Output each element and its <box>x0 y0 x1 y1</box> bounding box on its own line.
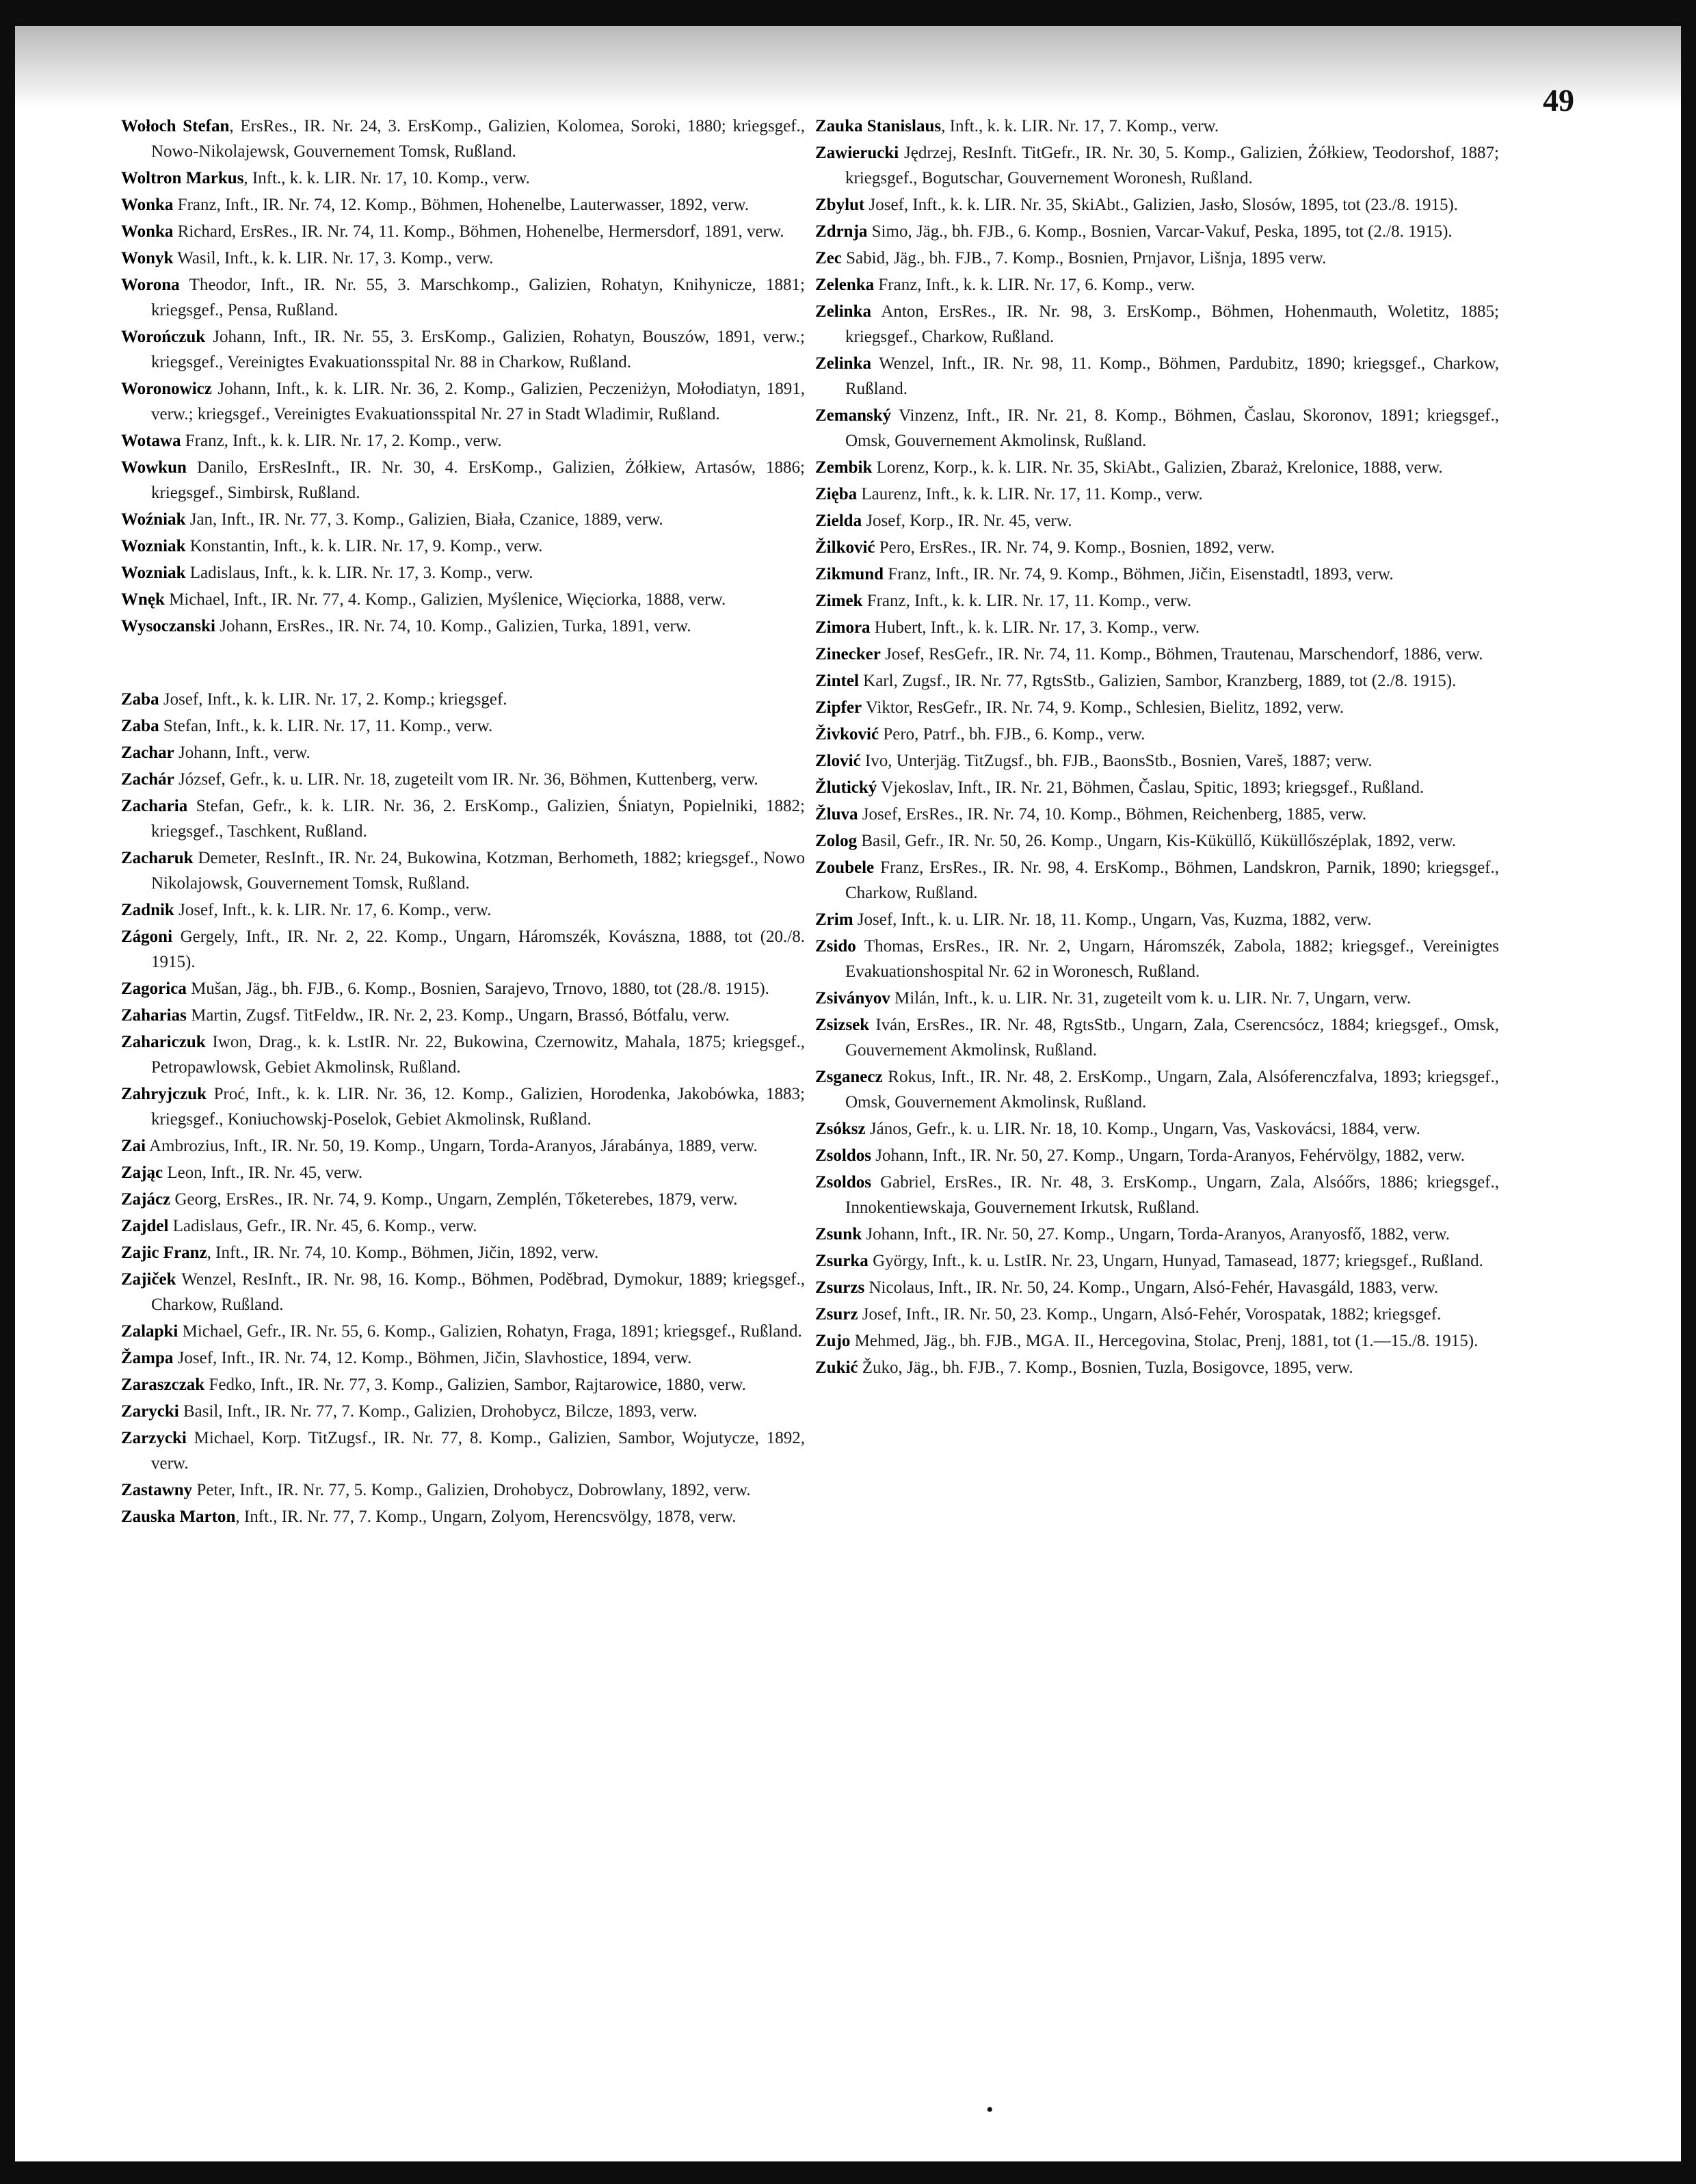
entry-surname: Zając <box>121 1163 163 1182</box>
entry-surname: Zsganecz <box>815 1068 883 1086</box>
entry-details: Johann, Inft., verw. <box>174 744 310 762</box>
entry-details: Franz, Inft., k. k. LIR. Nr. 17, 6. Komp., verw. <box>874 276 1195 294</box>
entry-details: Franz, ErsRes., IR. Nr. 98, 4. ErsKomp., Böhmen, Landskron, Parnik, 1890; kriegsgef., Charkow, Rußland. <box>845 858 1499 902</box>
list-entry <box>121 272 805 323</box>
entry-surname: Zarycki <box>121 1402 179 1421</box>
entry-details: Johann, ErsRes., IR. Nr. 74, 10. Komp., Galizien, Turka, 1891, verw. <box>215 617 691 635</box>
list-entry <box>121 1504 805 1529</box>
list-entry <box>815 1143 1499 1168</box>
entry-surname: Zbylut <box>815 196 865 214</box>
list-entry <box>815 562 1499 587</box>
list-entry <box>121 1003 805 1028</box>
entry-details: Rokus, Inft., IR. Nr. 48, 2. ErsKomp., Ungarn, Zala, Alsóferenczfalva, 1893; kriegsgef., Omsk, Gouvernement Akmolinsk, Rußland. <box>845 1068 1499 1111</box>
entry-surname: Zukić <box>815 1358 858 1377</box>
entry-details: Ambrozius, Inft., IR. Nr. 50, 19. Komp., Ungarn, Torda-Aranyos, Járabánya, 1889, verw. <box>146 1137 758 1155</box>
entry-surname: Zaraszczak <box>121 1376 205 1394</box>
entry-surname: Zsoldos <box>815 1146 871 1165</box>
page-number: 49 <box>1543 83 1574 118</box>
entry-details: Vinzenz, Inft., IR. Nr. 21, 8. Komp., Böhmen, Časlau, Skoronov, 1891; kriegsgef., Omsk, Gouvernement Akmolinsk, Rußland. <box>845 406 1499 450</box>
list-entry <box>121 687 805 712</box>
entry-surname: Zadnik <box>121 901 174 919</box>
entry-surname: Zaba <box>121 690 159 709</box>
entry-surname: Zalapki <box>121 1322 178 1341</box>
entry-details: Josef, Inft., IR. Nr. 74, 12. Komp., Böhmen, Jičin, Slavhostice, 1894, verw. <box>173 1349 692 1367</box>
list-entry <box>815 615 1499 640</box>
list-entry <box>815 1116 1499 1142</box>
list-entry <box>121 219 805 244</box>
entry-details: Karl, Zugsf., IR. Nr. 77, RgtsStb., Galizien, Sambor, Kranzberg, 1889, tot (2./8. 1915). <box>858 672 1457 690</box>
entry-details: Danilo, ErsResInft., IR. Nr. 30, 4. ErsKomp., Galizien, Żółkiew, Artasów, 1886; kriegsgef., Simbirsk, Rußland. <box>151 458 805 502</box>
entry-details: Viktor, ResGefr., IR. Nr. 74, 9. Komp., Schlesien, Bielitz, 1892, verw. <box>862 698 1344 717</box>
entry-surname: Zipfer <box>815 698 862 717</box>
list-entry <box>121 246 805 271</box>
list-entry <box>815 508 1499 534</box>
list-entry <box>121 1399 805 1424</box>
list-entry <box>121 1160 805 1185</box>
list-entry <box>815 722 1499 747</box>
entry-surname: Woźniak <box>121 510 186 529</box>
list-entry <box>121 114 805 164</box>
entry-details: János, Gefr., k. u. LIR. Nr. 18, 10. Komp., Ungarn, Vas, Vaskovácsi, 1884, verw. <box>865 1120 1420 1138</box>
entry-surname: Wonyk <box>121 249 174 267</box>
entry-details: József, Gefr., k. u. LIR. Nr. 18, zugeteilt vom IR. Nr. 36, Böhmen, Kuttenberg, verw. <box>174 770 758 789</box>
entry-surname: Zembik <box>815 458 873 477</box>
list-entry <box>121 1345 805 1371</box>
list-entry <box>121 1425 805 1476</box>
scan-shadow <box>15 26 1681 108</box>
entry-details: Josef, Inft., k. k. LIR. Nr. 17, 6. Komp., verw. <box>174 901 492 919</box>
entry-details: Iván, ErsRes., IR. Nr. 48, RgtsStb., Ungarn, Zala, Cserencsócz, 1884; kriegsgef., Omsk, Gouvernement Akmolinsk, Rußland. <box>845 1016 1499 1060</box>
entry-details: Basil, Inft., IR. Nr. 77, 7. Komp., Galizien, Drohobycz, Bilcze, 1893, verw. <box>178 1402 698 1421</box>
list-entry <box>815 114 1499 139</box>
entry-details: Johann, Inft., IR. Nr. 50, 27. Komp., Ungarn, Torda-Aranyos, Aranyosfő, 1882, verw. <box>862 1225 1450 1244</box>
entry-details: Gergely, Inft., IR. Nr. 2, 22. Komp., Ungarn, Háromszék, Kovászna, 1888, tot (20./8. 1915). <box>151 927 805 971</box>
entry-surname: Zajdel <box>121 1217 169 1235</box>
list-entry <box>121 376 805 427</box>
entry-surname: Zsurz <box>815 1305 858 1324</box>
entry-surname: Zrim <box>815 910 853 929</box>
entry-details: Laurenz, Inft., k. k. LIR. Nr. 17, 11. Komp., verw. <box>857 485 1203 503</box>
entry-details: Michael, Inft., IR. Nr. 77, 4. Komp., Galizien, Myślenice, Więciorka, 1888, verw. <box>164 590 726 609</box>
entry-details: Richard, ErsRes., IR. Nr. 74, 11. Komp., Böhmen, Hohenelbe, Hermersdorf, 1891, verw. <box>173 222 784 241</box>
entry-details: Žuko, Jäg., bh. FJB., 7. Komp., Bosnien, Tuzla, Bosigovce, 1895, verw. <box>858 1358 1353 1377</box>
entry-surname: Zimek <box>815 592 863 610</box>
list-entry <box>815 1222 1499 1247</box>
list-entry <box>815 192 1499 218</box>
entry-surname: Zsurka <box>815 1252 869 1270</box>
entry-details: Milán, Inft., k. u. LIR. Nr. 31, zugeteilt vom k. u. LIR. Nr. 7, Ungarn, verw. <box>890 989 1412 1008</box>
entry-details: Konstantin, Inft., k. k. LIR. Nr. 17, 9. Komp., verw. <box>185 537 543 555</box>
entry-surname: Žilković <box>815 538 875 557</box>
entry-surname: Zsurzs <box>815 1278 865 1297</box>
entry-surname: Zauska Marton <box>121 1508 236 1526</box>
left-entries-z <box>121 687 805 1529</box>
entry-details: Wenzel, ResInft., IR. Nr. 98, 16. Komp., Böhmen, Poděbrad, Dymokur, 1889; kriegsgef., Charkow, Rußland. <box>151 1270 805 1314</box>
list-entry <box>815 1275 1499 1300</box>
list-entry <box>815 828 1499 854</box>
entry-details: Johann, Inft., k. k. LIR. Nr. 36, 2. Komp., Galizien, Peczeniżyn, Mołodiatyn, 1891, verw.; kriegsgef., Vereinigtes Evakuationsspital Nr. 27 in Stadt Wladimir, Rußland. <box>151 380 805 423</box>
entry-details: Josef, ErsRes., IR. Nr. 74, 10. Komp., Böhmen, Reichenberg, 1885, verw. <box>858 805 1367 824</box>
entry-surname: Zinecker <box>815 645 881 663</box>
entry-details: Johann, Inft., IR. Nr. 55, 3. ErsKomp., Galizien, Rohatyn, Bouszów, 1891, verw.; kriegsgef., Vereinigtes Evakuationsspital Nr. 88 in Charkow, Rußland. <box>151 328 805 371</box>
entry-details: , Inft., IR. Nr. 77, 7. Komp., Ungarn, Zolyom, Herencsvölgy, 1878, verw. <box>235 1508 737 1526</box>
list-entry <box>815 588 1499 614</box>
list-entry <box>121 534 805 559</box>
entry-surname: Zsunk <box>815 1225 862 1244</box>
list-entry <box>815 299 1499 350</box>
list-entry <box>815 140 1499 191</box>
entry-details: Ladislaus, Gefr., IR. Nr. 45, 6. Komp., verw. <box>168 1217 477 1235</box>
entry-surname: Zarzycki <box>121 1429 187 1447</box>
list-entry <box>815 1355 1499 1380</box>
entry-surname: Zsóksz <box>815 1120 866 1138</box>
entry-surname: Zintel <box>815 672 859 690</box>
entry-surname: Wozniak <box>121 564 186 582</box>
list-entry <box>121 614 805 639</box>
entry-details: Michael, Korp. TitZugsf., IR. Nr. 77, 8. Komp., Galizien, Sambor, Wojutycze, 1892, verw. <box>151 1429 805 1473</box>
list-entry <box>121 1213 805 1239</box>
entry-details: Josef, Inft., k. k. LIR. Nr. 35, SkiAbt., Galizien, Jasło, Slosów, 1895, tot (23./8. 1915). <box>864 196 1459 214</box>
entry-surname: Zięba <box>815 485 858 503</box>
list-entry <box>121 897 805 923</box>
list-entry <box>815 535 1499 560</box>
entry-surname: Zachar <box>121 744 174 762</box>
entry-surname: Zágoni <box>121 927 173 946</box>
list-entry <box>815 855 1499 906</box>
entry-surname: Wnęk <box>121 590 165 609</box>
list-entry <box>121 740 805 765</box>
entry-surname: Zemanský <box>815 406 892 425</box>
list-entry <box>121 1372 805 1397</box>
entry-details: Josef, Inft., k. u. LIR. Nr. 18, 11. Komp., Ungarn, Vas, Kuzma, 1882, verw. <box>853 910 1372 929</box>
entry-surname: Zikmund <box>815 565 884 583</box>
entry-details: Stefan, Gefr., k. k. LIR. Nr. 36, 2. ErsKomp., Galizien, Śniatyn, Popielniki, 1882; kriegsgef., Taschkent, Rußland. <box>151 797 805 841</box>
right-entries <box>815 114 1499 1380</box>
entry-details: Mehmed, Jäg., bh. FJB., MGA. II., Hercegovina, Stolac, Prenj, 1881, tot (1.—15./8. 1915). <box>850 1332 1479 1350</box>
entry-details: Anton, ErsRes., IR. Nr. 98, 3. ErsKomp., Böhmen, Hohenmauth, Woletitz, 1885; kriegsgef., Charkow, Rußland. <box>845 302 1499 346</box>
entry-details: Simo, Jäg., bh. FJB., 6. Komp., Bosnien, Varcar-Vakuf, Peska, 1895, tot (2./8. 1915). <box>867 222 1453 241</box>
list-entry <box>121 1133 805 1159</box>
list-entry <box>121 560 805 586</box>
entry-details: Basil, Gefr., IR. Nr. 50, 26. Komp., Ungarn, Kis-Küküllő, Küküllőszéplak, 1892, verw. <box>857 832 1457 850</box>
entry-details: Wenzel, Inft., IR. Nr. 98, 11. Komp., Böhmen, Pardubitz, 1890; kriegsgef., Charkow, Rußland. <box>845 354 1499 398</box>
list-entry <box>815 1328 1499 1354</box>
entry-surname: Zastawny <box>121 1481 193 1499</box>
entry-details: Josef, ResGefr., IR. Nr. 74, 11. Komp., Böhmen, Trautenau, Marschendorf, 1886, verw. <box>880 645 1483 663</box>
entry-surname: Žluva <box>815 805 858 824</box>
entry-surname: Zec <box>815 249 842 267</box>
list-entry <box>815 1064 1499 1115</box>
entry-details: Josef, Inft., IR. Nr. 50, 23. Komp., Ungarn, Alsó-Fehér, Vorospatak, 1882; kriegsgef. <box>858 1305 1442 1324</box>
entry-details: Nicolaus, Inft., IR. Nr. 50, 24. Komp., Ungarn, Alsó-Fehér, Havasgáld, 1883, verw. <box>864 1278 1439 1297</box>
list-entry <box>815 748 1499 774</box>
entry-surname: Zachár <box>121 770 174 789</box>
list-entry <box>815 246 1499 271</box>
entry-surname: Zimora <box>815 618 871 637</box>
entry-surname: Zsiványov <box>815 989 890 1008</box>
entry-surname: Zaba <box>121 717 159 735</box>
entry-details: Stefan, Inft., k. k. LIR. Nr. 17, 11. Komp., verw. <box>159 717 493 735</box>
entry-surname: Zacharia <box>121 797 188 815</box>
entry-surname: Zahryjczuk <box>121 1085 207 1103</box>
entry-details: Georg, ErsRes., IR. Nr. 74, 9. Komp., Ungarn, Zemplén, Tőketerebes, 1879, verw. <box>170 1190 738 1209</box>
entry-details: Hubert, Inft., k. k. LIR. Nr. 17, 3. Komp., verw. <box>870 618 1200 637</box>
entry-details: Iwon, Drag., k. k. LstIR. Nr. 22, Bukowina, Czernowitz, Mahala, 1875; kriegsgef., Petropawlowsk, Gebiet Akmolinsk, Rußland. <box>151 1033 805 1077</box>
entry-surname: Žlutický <box>815 778 877 797</box>
entry-details: Proć, Inft., k. k. LIR. Nr. 36, 12. Komp., Galizien, Horodenka, Jakobówka, 1883; kriegsgef., Koniuchowskj-Poselok, Gebiet Akmolinsk, Rußland. <box>151 1085 805 1129</box>
list-entry <box>121 1187 805 1212</box>
list-entry <box>815 219 1499 244</box>
list-entry <box>815 482 1499 507</box>
entry-surname: Zoubele <box>815 858 875 877</box>
entry-surname: Žampa <box>121 1349 174 1367</box>
list-entry <box>815 403 1499 453</box>
entry-details: Franz, Inft., IR. Nr. 74, 12. Komp., Böhmen, Hohenelbe, Lauterwasser, 1892, verw. <box>173 196 750 214</box>
entry-details: Vjekoslav, Inft., IR. Nr. 21, Böhmen, Časlau, Spitic, 1893; kriegsgef., Rußland. <box>877 778 1425 797</box>
list-entry <box>121 1240 805 1265</box>
list-entry <box>121 428 805 453</box>
list-entry <box>121 455 805 505</box>
entry-details: Gabriel, ErsRes., IR. Nr. 48, 3. ErsKomp., Ungarn, Zala, Alsóőrs, 1886; kriegsgef., Innokentiewskaja, Gouvernement Irkutsk, Rußland. <box>845 1173 1499 1217</box>
list-entry <box>121 793 805 844</box>
list-entry <box>815 642 1499 667</box>
entry-surname: Zsoldos <box>815 1173 871 1192</box>
entry-details: , Inft., IR. Nr. 74, 10. Komp., Böhmen, Jičin, 1892, verw. <box>207 1244 599 1262</box>
entry-details: , ErsRes., IR. Nr. 24, 3. ErsKomp., Galizien, Kolomea, Soroki, 1880; kriegsgef., Nowo-Nikolajewsk, Gouvernement Tomsk, Rußland. <box>151 117 806 161</box>
entry-details: Peter, Inft., IR. Nr. 77, 5. Komp., Galizien, Drohobycz, Dobrowlany, 1892, verw. <box>192 1481 751 1499</box>
entry-details: György, Inft., k. u. LstIR. Nr. 23, Ungarn, Hunyad, Tamasead, 1877; kriegsgef., Rußland. <box>868 1252 1483 1270</box>
entry-surname: Zelinka <box>815 354 871 373</box>
list-entry <box>815 695 1499 720</box>
list-entry <box>121 924 805 975</box>
entry-details: , Inft., k. k. LIR. Nr. 17, 10. Komp., verw. <box>243 169 530 187</box>
list-entry <box>121 713 805 739</box>
list-entry <box>121 976 805 1001</box>
entry-surname: Wowkun <box>121 458 187 477</box>
footer-mark: • <box>986 2099 994 2121</box>
entry-surname: Zajic Franz <box>121 1244 207 1262</box>
entry-surname: Zelenka <box>815 276 875 294</box>
entry-surname: Zauka Stanislaus <box>815 117 942 135</box>
entry-details: Johann, Inft., IR. Nr. 50, 27. Komp., Ungarn, Torda-Aranyos, Fehérvölgy, 1882, verw. <box>871 1146 1466 1165</box>
entry-surname: Zujo <box>815 1332 851 1350</box>
entry-details: Sabid, Jäg., bh. FJB., 7. Komp., Bosnien, Prnjavor, Lišnja, 1895 verw. <box>841 249 1327 267</box>
list-entry <box>121 324 805 375</box>
entry-surname: Zsizsek <box>815 1016 870 1034</box>
left-column <box>121 114 805 1531</box>
entry-details: Theodor, Inft., IR. Nr. 55, 3. Marschkomp., Galizien, Rohatyn, Knihynicze, 1881; kriegsgef., Pensa, Rußland. <box>151 276 805 319</box>
list-entry <box>121 845 805 896</box>
list-entry <box>121 166 805 191</box>
entry-surname: Zielda <box>815 512 862 530</box>
entry-details: Fedko, Inft., IR. Nr. 77, 3. Komp., Galizien, Sambor, Rajtarowice, 1880, verw. <box>204 1376 746 1394</box>
entry-surname: Živković <box>815 725 879 744</box>
entry-details: Demeter, ResInft., IR. Nr. 24, Bukowina, Kotzman, Berhometh, 1882; kriegsgef., Nowo Nikolajowsk, Gouvernement Tomsk, Rußland. <box>151 849 805 893</box>
list-entry <box>815 1012 1499 1063</box>
entry-details: Ivo, Unterjäg. TitZugsf., bh. FJB., BaonsStb., Bosnien, Vareš, 1887; verw. <box>860 752 1373 770</box>
entry-details: Pero, Patrf., bh. FJB., 6. Komp., verw. <box>879 725 1145 744</box>
entry-details: Thomas, ErsRes., IR. Nr. 2, Ungarn, Háromszék, Zabola, 1882; kriegsgef., Vereinigtes Evakuationshospital Nr. 62 in Woronesch, Rußland. <box>845 937 1499 981</box>
entry-surname: Zlović <box>815 752 861 770</box>
list-entry <box>121 1477 805 1503</box>
entry-surname: Zai <box>121 1137 146 1155</box>
right-column <box>815 114 1499 1382</box>
left-entries-w <box>121 114 805 639</box>
entry-details: Mušan, Jäg., bh. FJB., 6. Komp., Bosnien, Sarajevo, Trnovo, 1880, tot (28./8. 1915). <box>186 979 769 998</box>
entry-details: Lorenz, Korp., k. k. LIR. Nr. 35, SkiAbt., Galizien, Zbaraż, Krelonice, 1888, verw. <box>872 458 1443 477</box>
list-entry <box>815 986 1499 1011</box>
entry-surname: Wozniak <box>121 537 186 555</box>
entry-details: Franz, Inft., IR. Nr. 74, 9. Komp., Böhmen, Jičin, Eisenstadtl, 1893, verw. <box>884 565 1394 583</box>
list-entry <box>121 587 805 612</box>
entry-surname: Zolog <box>815 832 858 850</box>
list-entry <box>815 455 1499 480</box>
list-entry <box>121 1081 805 1132</box>
entry-surname: Zdrnja <box>815 222 868 241</box>
entry-details: Josef, Inft., k. k. LIR. Nr. 17, 2. Komp.; kriegsgef. <box>159 690 507 709</box>
list-entry <box>815 907 1499 932</box>
entry-details: Ladislaus, Inft., k. k. LIR. Nr. 17, 3. Komp., verw. <box>185 564 533 582</box>
entry-details: Franz, Inft., k. k. LIR. Nr. 17, 2. Komp., verw. <box>181 432 502 450</box>
entry-details: , Inft., k. k. LIR. Nr. 17, 7. Komp., verw. <box>941 117 1219 135</box>
list-entry <box>815 351 1499 402</box>
entry-details: Pero, ErsRes., IR. Nr. 74, 9. Komp., Bosnien, 1892, verw. <box>875 538 1275 557</box>
entry-surname: Woronowicz <box>121 380 212 398</box>
entry-surname: Zahariczuk <box>121 1033 206 1051</box>
list-entry <box>815 272 1499 298</box>
entry-surname: Zagorica <box>121 979 187 998</box>
page <box>15 26 1681 2161</box>
entry-surname: Wysoczanski <box>121 617 215 635</box>
list-entry <box>815 802 1499 827</box>
entry-surname: Woltron Markus <box>121 169 244 187</box>
entry-surname: Worona <box>121 276 180 294</box>
entry-surname: Zelinka <box>815 302 871 321</box>
list-entry <box>121 1029 805 1080</box>
list-entry <box>815 1302 1499 1327</box>
entry-surname: Worończuk <box>121 328 206 346</box>
list-entry <box>815 668 1499 694</box>
entry-details: Michael, Gefr., IR. Nr. 55, 6. Komp., Galizien, Rohatyn, Fraga, 1891; kriegsgef., Rußland. <box>178 1322 802 1341</box>
entry-surname: Zajiček <box>121 1270 176 1289</box>
entry-surname: Wołoch Stefan <box>121 117 230 135</box>
entry-surname: Zacharuk <box>121 849 194 867</box>
list-entry <box>121 1267 805 1317</box>
entry-surname: Wotawa <box>121 432 181 450</box>
entry-surname: Zaharias <box>121 1006 187 1025</box>
entry-details: Wasil, Inft., k. k. LIR. Nr. 17, 3. Komp., verw. <box>173 249 494 267</box>
entry-surname: Zawierucki <box>815 144 899 162</box>
entry-details: Jędrzej, ResInft. TitGefr., IR. Nr. 30, 5. Komp., Galizien, Żółkiew, Teodorshof, 1887; kriegsgef., Bogutschar, Gouvernement Woronesh, Rußland. <box>845 144 1499 187</box>
list-entry <box>121 767 805 792</box>
entry-surname: Wonka <box>121 222 174 241</box>
list-entry <box>121 192 805 218</box>
entry-details: Jan, Inft., IR. Nr. 77, 3. Komp., Galizien, Biała, Czanice, 1889, verw. <box>185 510 663 529</box>
section-gap <box>121 640 805 687</box>
list-entry <box>815 775 1499 800</box>
entry-surname: Zajácz <box>121 1190 171 1209</box>
entry-surname: Zsido <box>815 937 856 956</box>
list-entry <box>815 1248 1499 1274</box>
entry-details: Leon, Inft., IR. Nr. 45, verw. <box>163 1163 363 1182</box>
entry-surname: Wonka <box>121 196 174 214</box>
entry-details: Josef, Korp., IR. Nr. 45, verw. <box>862 512 1072 530</box>
list-entry <box>121 507 805 532</box>
list-entry <box>815 934 1499 984</box>
entry-details: Franz, Inft., k. k. LIR. Nr. 17, 11. Komp., verw. <box>862 592 1192 610</box>
entry-details: Martin, Zugsf. TitFeldw., IR. Nr. 2, 23. Komp., Ungarn, Brassó, Bótfalu, verw. <box>186 1006 730 1025</box>
list-entry <box>121 1319 805 1344</box>
list-entry <box>815 1170 1499 1220</box>
